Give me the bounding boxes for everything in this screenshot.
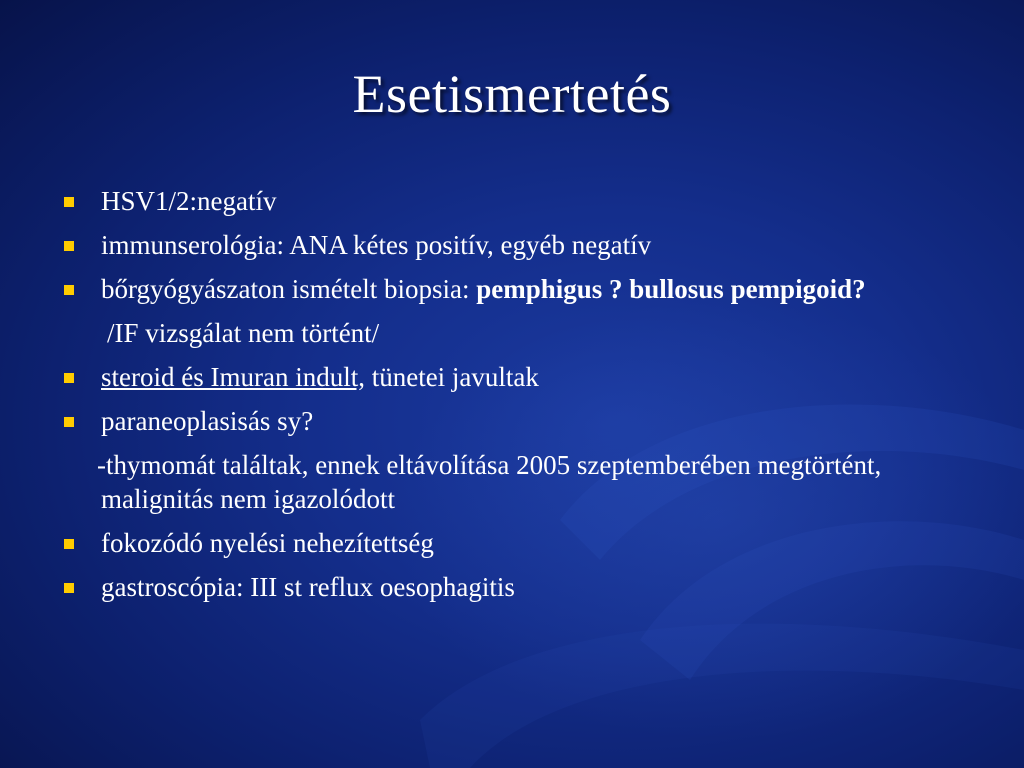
slide-content: [62, 184, 962, 614]
list-item: [62, 184, 962, 218]
list-item-text: gastroscópia: III st reflux oesophagitis: [101, 572, 515, 602]
square-bullet-icon: [64, 241, 74, 251]
continuation-text: -thymomát találtak, ennek eltávolítása 2005 szeptemberében megtörtént, malignitás nem igazolódott: [97, 450, 882, 514]
list-item-text: tünetei javultak: [364, 362, 539, 392]
list-item: [62, 526, 962, 560]
list-item: [62, 272, 962, 306]
list-item-text: HSV1/2:negatív: [101, 186, 277, 216]
continuation-text: /IF vizsgálat nem történt/: [107, 318, 380, 348]
square-bullet-icon: [64, 539, 74, 549]
list-item: [62, 570, 962, 604]
list-item-text: paraneoplasisás sy?: [101, 406, 314, 436]
diagnosis-text: pemphigus ? bullosus pempigoid?: [476, 274, 866, 304]
square-bullet-icon: [64, 197, 74, 207]
list-item: [62, 228, 962, 262]
list-item: [62, 360, 962, 394]
list-continuation: [62, 316, 962, 350]
square-bullet-icon: [64, 583, 74, 593]
square-bullet-icon: [64, 373, 74, 383]
list-item: [62, 404, 962, 438]
square-bullet-icon: [64, 285, 74, 295]
square-bullet-icon: [64, 417, 74, 427]
treatment-text: steroid és Imuran indult,: [101, 362, 365, 392]
slide-title: Esetismertetés: [352, 64, 672, 124]
list-item-text: fokozódó nyelési nehezítettség: [101, 528, 434, 558]
list-item-text: immunserológia: ANA kétes positív, egyéb negatív: [101, 230, 652, 260]
list-item-text: bőrgyógyászaton ismételt biopsia:: [101, 274, 477, 304]
list-continuation: [62, 448, 962, 516]
